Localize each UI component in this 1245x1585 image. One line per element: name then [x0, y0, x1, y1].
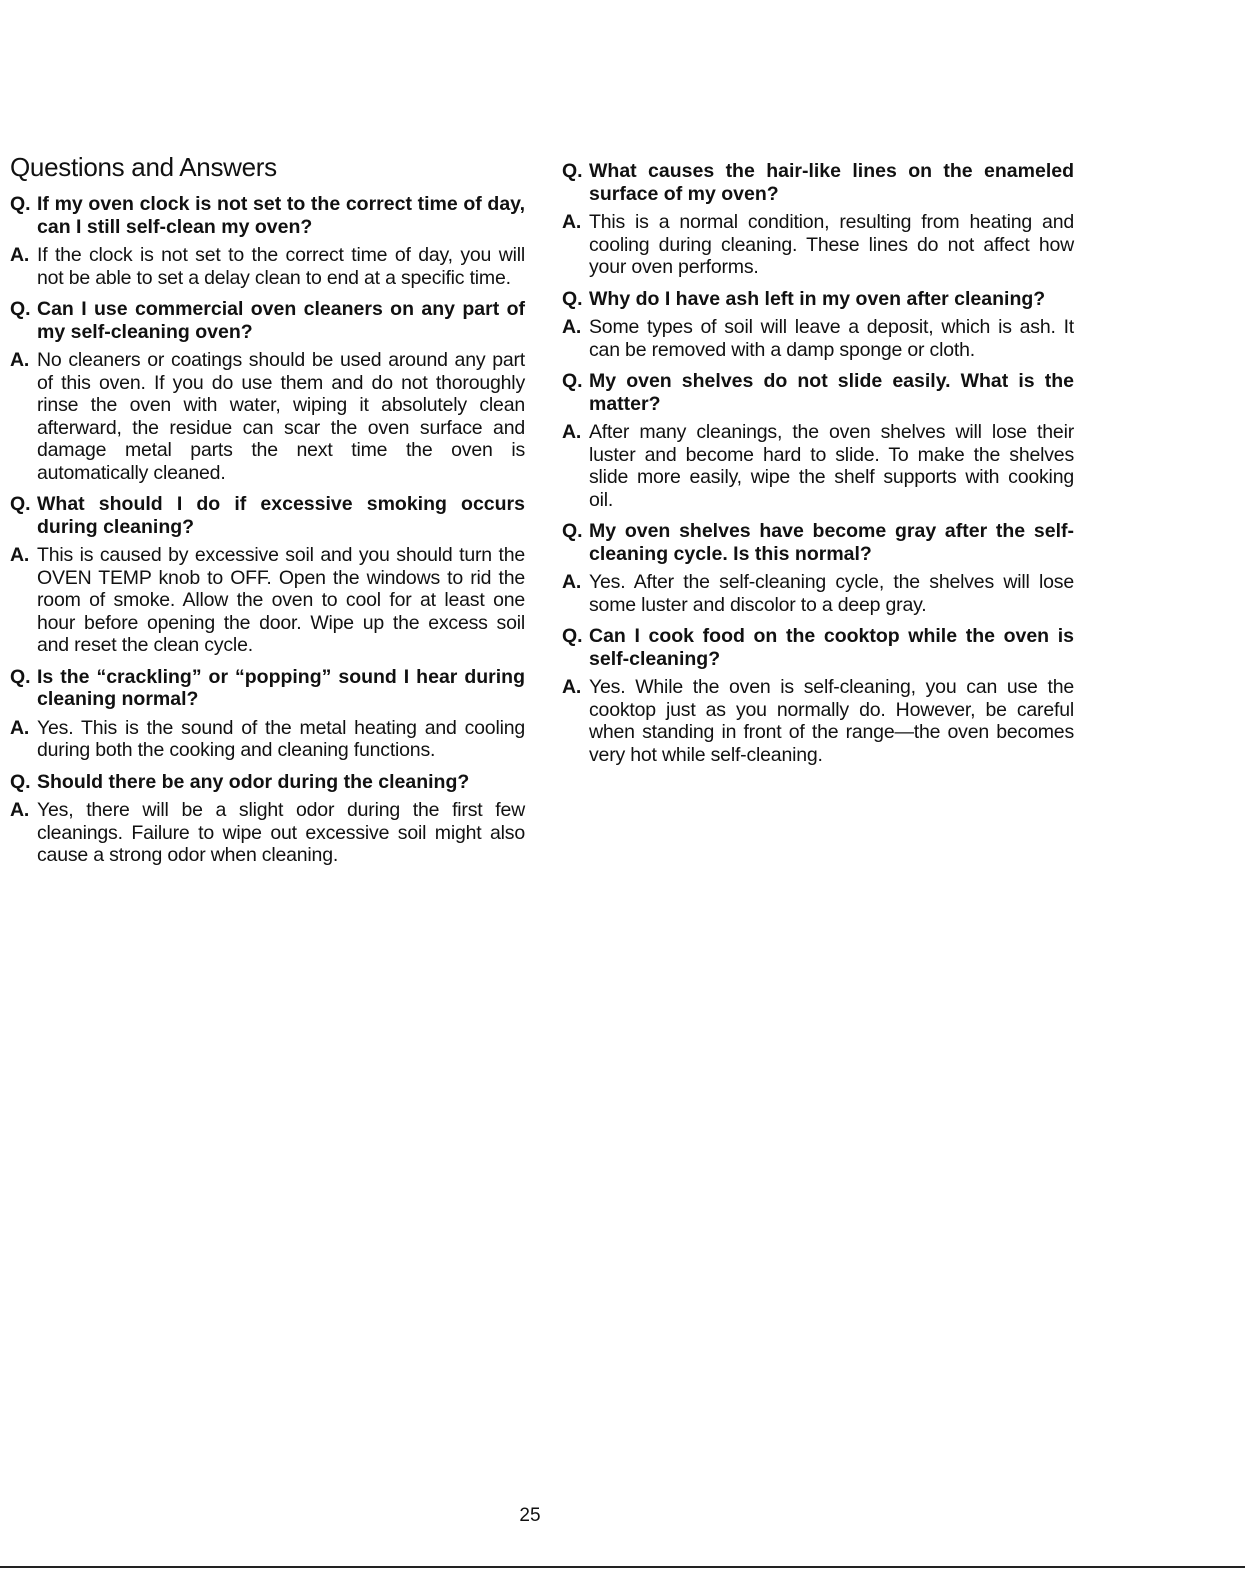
qa-item — [10, 193, 525, 289]
question-text: Can I cook food on the cooktop while the oven is self-cleaning? — [589, 625, 1074, 670]
question — [562, 160, 1074, 205]
answer — [562, 571, 1074, 616]
answer — [10, 349, 525, 484]
answer — [10, 799, 525, 867]
answer-label: A. — [10, 799, 30, 822]
qa-item — [10, 493, 525, 657]
answer-text: Yes. After the self-cleaning cycle, the shelves will lose some luster and discolor to a deep gray. — [589, 571, 1074, 616]
answer-label: A. — [10, 349, 30, 372]
question-label: Q. — [10, 298, 31, 321]
qa-item — [562, 520, 1074, 616]
qa-list-left — [10, 193, 525, 867]
page-heading: Questions and Answers — [10, 152, 277, 182]
answer-text: Yes. This is the sound of the metal heating and cooling during both the cooking and cleaning functions. — [37, 716, 525, 762]
answer-text: If the clock is not set to the correct time of day, you will not be able to set a delay clean to end at a specific time. — [37, 244, 525, 289]
question-label: Q. — [10, 770, 31, 793]
question-text: My oven shelves do not slide easily. What is the matter? — [589, 370, 1074, 415]
question — [10, 493, 525, 538]
answer — [562, 211, 1074, 279]
question — [562, 520, 1074, 565]
answer — [10, 717, 525, 762]
answer-label: A. — [562, 211, 582, 233]
qa-item — [562, 625, 1074, 766]
bottom-rule — [0, 1566, 1245, 1568]
question-text: My oven shelves have become gray after the self-cleaning cycle. Is this normal? — [589, 520, 1074, 565]
question — [10, 298, 525, 343]
question-text: What causes the hair-like lines on the enameled surface of my oven? — [589, 160, 1074, 205]
answer-label: A. — [10, 544, 30, 567]
answer-text: This is caused by excessive soil and you should turn the OVEN TEMP knob to OFF. Open the windows to rid the room of smoke. Allow the oven to cool for at least one hour before opening the door. Wipe up the excess soil and reset the clean cycle. — [37, 544, 525, 657]
question-label: Q. — [10, 493, 31, 516]
question-label: Q. — [10, 665, 31, 688]
question-label: Q. — [562, 520, 583, 542]
question-text: If my oven clock is not set to the correct time of day, can I still self-clean my oven? — [37, 193, 525, 238]
left-column — [10, 152, 525, 876]
question-text: Is the “crackling” or “popping” sound I hear during cleaning normal? — [37, 665, 525, 711]
answer — [562, 316, 1074, 361]
question-label: Q. — [562, 160, 583, 182]
answer — [10, 244, 525, 289]
qa-item — [10, 666, 525, 762]
question-label: Q. — [562, 370, 583, 392]
question — [10, 193, 525, 238]
question-label: Q. — [562, 625, 583, 647]
qa-item — [10, 298, 525, 484]
answer-text: Yes, there will be a slight odor during the first few cleanings. Failure to wipe out excessive soil might also cause a strong odor when cleaning. — [37, 799, 525, 867]
answer-text: Yes. While the oven is self-cleaning, you can use the cooktop just as you normally do. However, be careful when standing in front of the range—the oven becomes very hot while self-cleaning. — [589, 676, 1074, 766]
right-column — [562, 160, 1074, 775]
answer-label: A. — [562, 421, 582, 443]
answer — [562, 676, 1074, 766]
question-text: What should I do if excessive smoking occurs during cleaning? — [37, 493, 525, 538]
answer-label: A. — [562, 316, 582, 338]
answer-label: A. — [10, 716, 30, 739]
qa-list-right — [562, 160, 1074, 766]
answer — [10, 544, 525, 657]
question-text: Why do I have ash left in my oven after cleaning? — [589, 287, 1046, 310]
question-label: Q. — [562, 287, 583, 310]
answer-text: This is a normal condition, resulting from heating and cooling during cleaning. These lines do not affect how your oven performs. — [589, 211, 1074, 278]
question — [562, 288, 1074, 311]
qa-item — [562, 288, 1074, 362]
answer-text: Some types of soil will leave a deposit, which is ash. It can be removed with a damp sponge or cloth. — [589, 316, 1074, 361]
qa-item — [10, 771, 525, 867]
question-text: Can I use commercial oven cleaners on any part of my self-cleaning oven? — [37, 298, 525, 343]
answer-label: A. — [562, 676, 582, 698]
answer-text: No cleaners or coatings should be used around any part of this oven. If you do use them and do not thoroughly rinse the oven with water, wiping it absolutely clean afterward, the residue can scar the oven surface and damage metal parts the next time the oven is automatically cleaned. — [37, 349, 525, 484]
qa-item — [562, 370, 1074, 511]
question-label: Q. — [10, 193, 31, 216]
page-number: 25 — [519, 1505, 541, 1526]
question — [562, 370, 1074, 415]
question-text: Should there be any odor during the cleaning? — [37, 770, 470, 793]
answer-label: A. — [562, 571, 582, 593]
answer — [562, 421, 1074, 511]
answer-text: After many cleanings, the oven shelves will lose their luster and become hard to slide. To make the shelves slide more easily, wipe the shelf supports with cooking oil. — [589, 421, 1074, 511]
qa-item — [562, 160, 1074, 279]
question — [562, 625, 1074, 670]
question — [10, 666, 525, 711]
question — [10, 771, 525, 794]
answer-label: A. — [10, 244, 30, 267]
